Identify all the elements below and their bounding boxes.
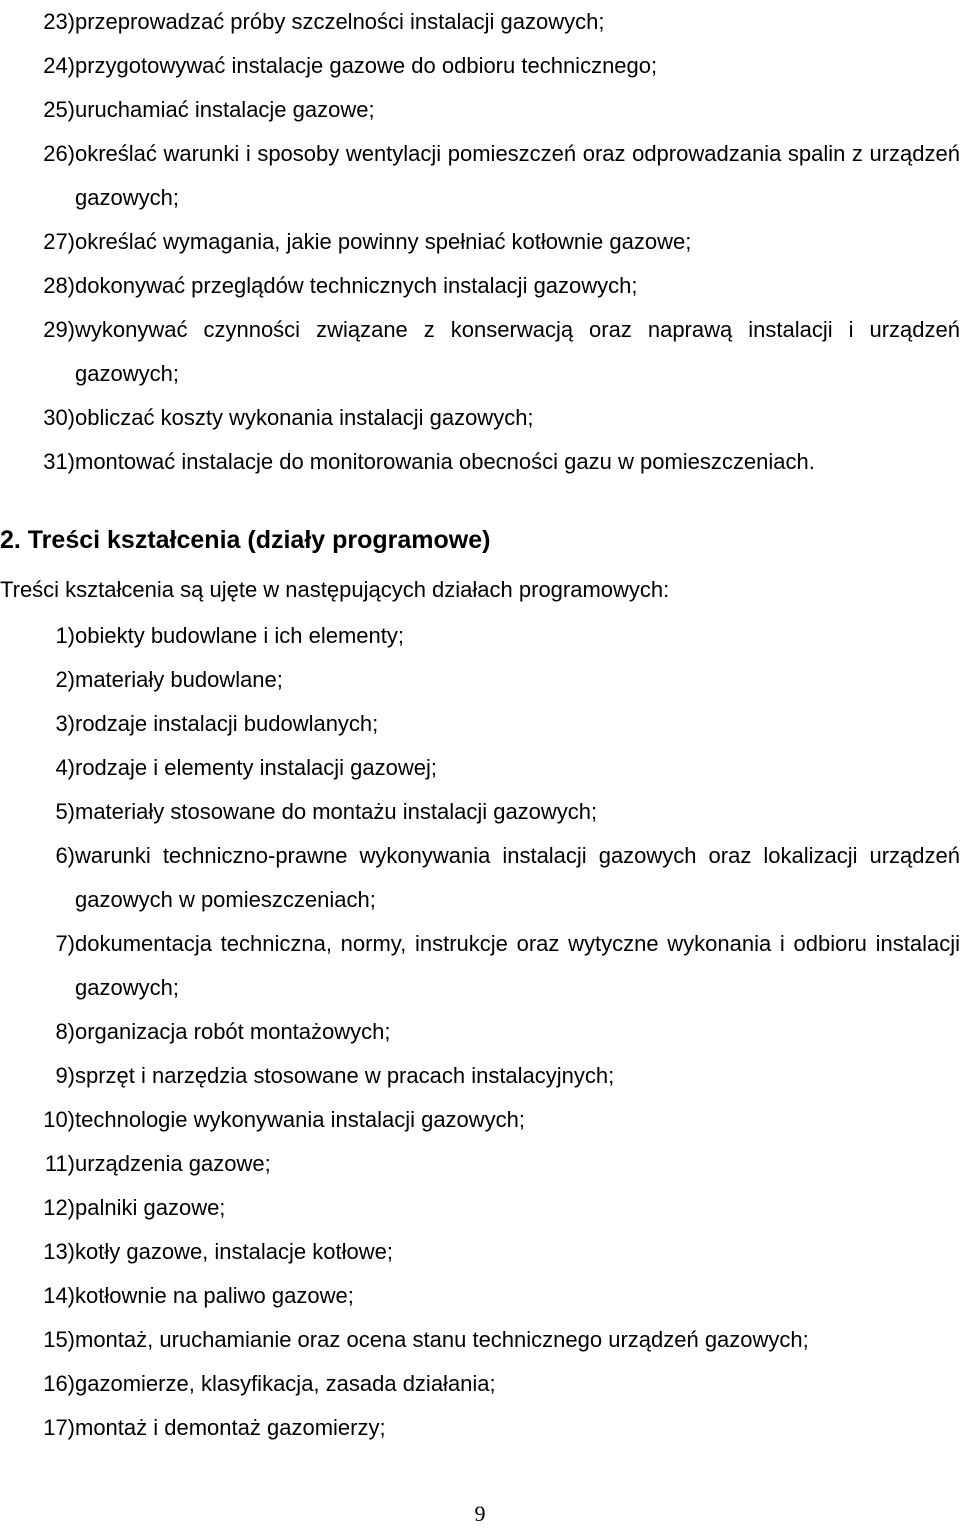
item-text: dokonywać przeglądów technicznych instalacji gazowych; [75, 273, 638, 298]
item-number: 15) [43, 1327, 75, 1352]
item-text: gazomierze, klasyfikacja, zasada działania; [75, 1371, 496, 1396]
item-number: 2) [55, 667, 75, 692]
page-number: 9 [474, 1501, 486, 1526]
item-text: montaż i demontaż gazomierzy; [75, 1415, 386, 1440]
list-item [24, 1406, 960, 1450]
item-number: 5) [55, 799, 75, 824]
item-text: kotły gazowe, instalacje kotłowe; [75, 1239, 393, 1264]
list-item [24, 0, 960, 44]
item-text: przygotowywać instalacje gazowe do odbioru technicznego; [75, 53, 658, 78]
list-item [24, 702, 960, 746]
list-item [24, 1362, 960, 1406]
list-item [24, 834, 960, 922]
list-item [24, 308, 960, 396]
list-item [24, 1010, 960, 1054]
item-text: rodzaje i elementy instalacji gazowej; [75, 755, 437, 780]
item-text: dokumentacja techniczna, normy, instrukcje oraz wytyczne wykonania i odbioru instalacji gazowych; [75, 931, 960, 1000]
item-text: warunki techniczno-prawne wykonywania instalacji gazowych oraz lokalizacji urządzeń gazowych w pomieszczeniach; [75, 843, 960, 912]
section-intro: Treści kształcenia są ujęte w następujących działach programowych: [0, 577, 670, 602]
item-text: sprzęt i narzędzia stosowane w pracach instalacyjnych; [75, 1063, 615, 1088]
item-number: 25) [43, 97, 75, 122]
list-item [24, 44, 960, 88]
list-item [24, 922, 960, 1010]
item-number: 4) [55, 755, 75, 780]
section-heading: 2. Treści kształcenia (działy programowe) [0, 526, 491, 554]
list-item [24, 1230, 960, 1274]
item-text: wykonywać czynności związane z konserwacją oraz naprawą instalacji i urządzeń gazowych; [75, 317, 960, 386]
list-item [24, 1274, 960, 1318]
item-number: 10) [43, 1107, 75, 1132]
list-item [24, 1098, 960, 1142]
item-number: 23) [43, 9, 75, 34]
program-sections-list [24, 614, 960, 1450]
item-text: technologie wykonywania instalacji gazowych; [75, 1107, 526, 1132]
item-text: przeprowadzać próby szczelności instalacji gazowych; [75, 9, 605, 34]
list-item [24, 132, 960, 220]
item-text: montować instalacje do monitorowania obecności gazu w pomieszczeniach. [75, 449, 815, 474]
item-number: 24) [43, 53, 75, 78]
item-number: 3) [55, 711, 75, 736]
item-text: materiały stosowane do montażu instalacji gazowych; [75, 799, 598, 824]
list-item [24, 1318, 960, 1362]
list-item [24, 396, 960, 440]
item-text: urządzenia gazowe; [75, 1151, 271, 1176]
item-number: 31) [43, 449, 75, 474]
item-number: 30) [43, 405, 75, 430]
item-number: 11) [44, 1151, 75, 1176]
list-item [24, 88, 960, 132]
item-number: 12) [43, 1195, 75, 1220]
item-text: obliczać koszty wykonania instalacji gazowych; [75, 405, 534, 430]
item-text: montaż, uruchamianie oraz ocena stanu technicznego urządzeń gazowych; [75, 1327, 809, 1352]
item-text: rodzaje instalacji budowlanych; [75, 711, 379, 736]
list-item [24, 746, 960, 790]
item-text: uruchamiać instalacje gazowe; [75, 97, 375, 122]
item-number: 8) [55, 1019, 75, 1044]
item-text: określać wymagania, jakie powinny spełniać kotłownie gazowe; [75, 229, 692, 254]
item-number: 29) [43, 317, 75, 342]
item-number: 26) [43, 141, 75, 166]
item-text: palniki gazowe; [75, 1195, 226, 1220]
item-number: 14) [43, 1283, 75, 1308]
skills-list [24, 0, 960, 484]
item-number: 1) [55, 623, 75, 648]
list-item [24, 264, 960, 308]
list-item [24, 440, 960, 484]
item-number: 7) [55, 931, 75, 956]
item-text: kotłownie na paliwo gazowe; [75, 1283, 354, 1308]
list-item [24, 658, 960, 702]
list-item [24, 614, 960, 658]
list-item [24, 1186, 960, 1230]
item-number: 27) [43, 229, 75, 254]
item-text: określać warunki i sposoby wentylacji pomieszczeń oraz odprowadzania spalin z urządzeń gazowych; [75, 141, 960, 210]
item-number: 16) [43, 1371, 75, 1396]
list-item [24, 1054, 960, 1098]
list-item [24, 220, 960, 264]
item-number: 6) [55, 843, 75, 868]
item-number: 9) [55, 1063, 75, 1088]
item-text: organizacja robót montażowych; [75, 1019, 391, 1044]
item-number: 28) [43, 273, 75, 298]
list-item [24, 1142, 960, 1186]
list-item [24, 790, 960, 834]
item-number: 17) [43, 1415, 75, 1440]
item-text: obiekty budowlane i ich elementy; [75, 623, 404, 648]
item-text: materiały budowlane; [75, 667, 283, 692]
item-number: 13) [43, 1239, 75, 1264]
